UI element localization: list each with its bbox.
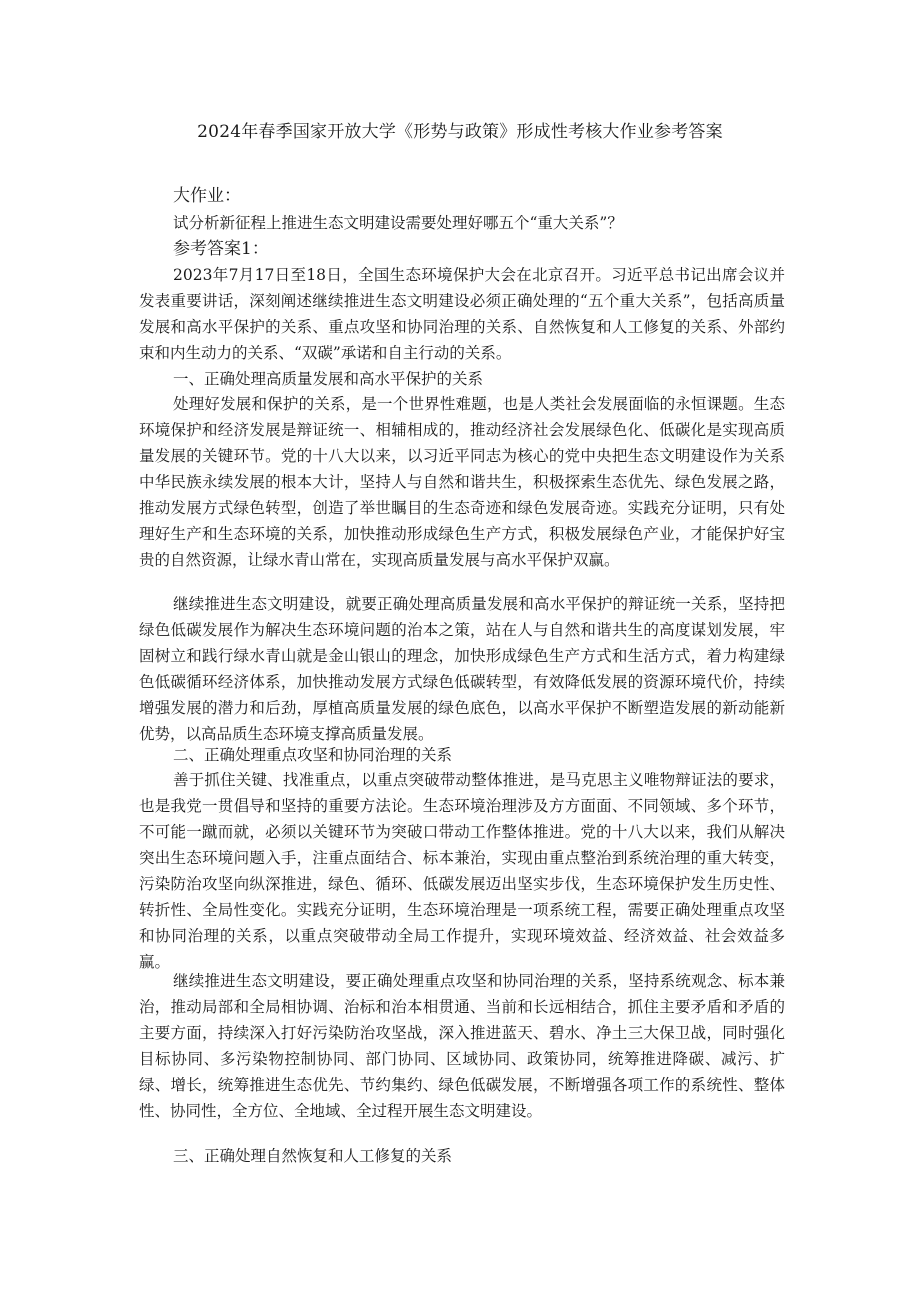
document-title: 2024年春季国家开放大学《形势与政策》形成性考核大作业参考答案: [197, 122, 723, 142]
answer-label-text: 参考答案1：: [173, 239, 269, 259]
section-paragraph: 继续推进生态文明建设，就要正确处理高质量发展和高水平保护的辩证统一关系，坚持把绿色低碳发展作为解决生态环境问题的治本之策，站在人与自然和谐共生的高度谋划发展，牢固树立和践行绿水青山就是金山银山的理念，加快形成绿色生产方式和生活方式，着力构建绿色低碳循环经济体系，加快推动发展方式绿色低碳转型，有效降低发展的资源环境代价，持续增强发展的潜力和后劲，厚植高质量发展的绿色底色，以高水平保护不断塑造发展的新动能新优势，以高品质生态环境支撑高质量发展。: [139, 595, 785, 743]
assignment-label: [139, 183, 785, 209]
assignment-label-text: 大作业：: [173, 186, 241, 206]
section-heading: 三、正确处理自然恢复和人工修复的关系: [173, 1147, 453, 1165]
intro-paragraph: 2023年7月17日至18日，全国生态环境保护大会在北京召开。习近平总书记出席会议并发表重要讲话，深刻阐述继续推进生态文明建设必须正确处理的“五个重大关系”，包括高质量发展和高水平保护的关系、重点攻坚和协同治理的关系、自然恢复和人工修复的关系、外部约束和内生动力的关系、“双碳”承诺和自主行动的关系。: [139, 266, 785, 362]
section-heading: 一、正确处理高质量发展和高水平保护的关系: [173, 370, 484, 388]
intro-block: [139, 262, 785, 366]
question-block: [139, 210, 785, 236]
section-1-para-2-block: [139, 591, 785, 747]
section-2-heading-block: [139, 742, 785, 768]
answer-label: [139, 236, 785, 262]
section-1-para-1-block: [139, 391, 785, 573]
question-text: 试分析新征程上推进生态文明建设需要处理好哪五个“重大关系”？: [173, 214, 623, 232]
section-paragraph: 处理好发展和保护的关系，是一个世界性难题，也是人类社会发展面临的永恒课题。生态环境保护和经济发展是辩证统一、相辅相成的，推动经济社会发展绿色化、低碳化是实现高质量发展的关键环节。党的十八大以来，以习近平同志为核心的党中央把生态文明建设作为关系中华民族永续发展的根本大计，坚持人与自然和谐共生，积极探索生态优先、绿色发展之路，推动发展方式绿色转型，创造了举世瞩目的生态奇迹和绿色发展奇迹。实践充分证明，只有处理好生产和生态环境的关系，加快推动形成绿色生产方式，积极发展绿色产业，才能保护好宝贵的自然资源，让绿水青山常在，实现高质量发展与高水平保护双赢。: [139, 395, 785, 569]
section-1-heading-block: [139, 366, 785, 392]
section-heading: 二、正确处理重点攻坚和协同治理的关系: [173, 746, 453, 764]
section-paragraph: 善于抓住关键、找准重点，以重点突破带动整体推进，是马克思主义唯物辩证法的要求，也是我党一贯倡导和坚持的重要方法论。生态环境治理涉及方方面面、不同领域、多个环节，不可能一蹴而就，必须以关键环节为突破口带动工作整体推进。党的十八大以来，我们从解决突出生态环境问题入手，注重点面结合、标本兼治，实现由重点整治到系统治理的重大转变，污染防治攻坚向纵深推进，绿色、循环、低碳发展迈出坚实步伐，生态环境保护发生历史性、转折性、全局性变化。实践充分证明，生态环境治理是一项系统工程，需要正确处理重点攻坚和协同治理的关系，以重点突破带动全局工作提升，实现环境效益、经济效益、社会效益多赢。: [139, 771, 785, 971]
section-2-para-2-block: [139, 968, 785, 1124]
section-2-para-1-block: [139, 767, 785, 975]
section-3-heading-block: [139, 1143, 785, 1169]
section-paragraph: 继续推进生态文明建设，要正确处理重点攻坚和协同治理的关系，坚持系统观念、标本兼治，推动局部和全局相协调、治标和治本相贯通、当前和长远相结合，抓住主要矛盾和矛盾的主要方面，持续深入打好污染防治攻坚战，深入推进蓝天、碧水、净土三大保卫战，同时强化目标协同、多污染物控制协同、部门协同、区域协同、政策协同，统筹推进降碳、减污、扩绿、增长，统筹推进生态优先、节约集约、绿色低碳发展，不断增强各项工作的系统性、整体性、协同性，全方位、全地域、全过程开展生态文明建设。: [139, 972, 785, 1120]
